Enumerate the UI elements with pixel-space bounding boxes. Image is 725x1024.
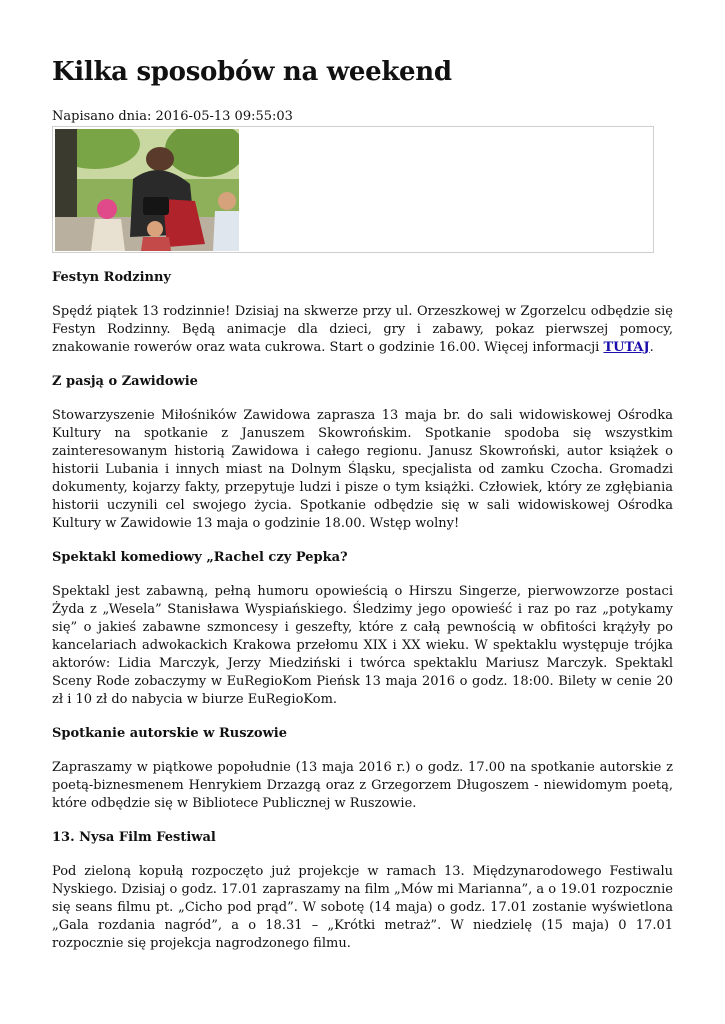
section-heading: Z pasją o Zawidowie xyxy=(52,374,198,389)
section-paragraph: Stowarzyszenie Miłośników Zawidowa zaprasza 13 maja br. do sali widowiskowej Ośrodka Kultury na spotkanie z Januszem Skowrońskim. Spotkanie spodoba się wszystkim zainteresowanym historią Zawidowa i całego regionu. Janusz Skowroński, autor książek o historii Lubania i innych miast na Dolnym Śląsku, specjalista od zamku Czocha. Gromadzi dokumenty, kojarzy fakty, przepytuje ludzi i pisze o tym książki. Człowiek, który ze zgłębiania historii uczynili cel swojego życia. Spotkanie odbędzie się w sali widowiskowej Ośrodka Kultury w Zawidowie 13 maja o godzinie 18.00. Wstęp wolny! xyxy=(52,408,673,531)
article-image-frame xyxy=(52,126,654,253)
section-paragraph xyxy=(52,303,673,357)
section-heading: Spektakl komediowy „Rachel czy Pepka? xyxy=(52,550,348,565)
section-paragraph: Zapraszamy w piątkowe popołudnie (13 maja 2016 r.) o godz. 17.00 na spotkanie autorskie z poetą-biznesmenem Henrykiem Drzazgą oraz z Grzegorzem Długoszem - niewidomym poetą, które odbędzie się w Bibliotece Publicznej w Ruszowie. xyxy=(52,760,673,811)
section-heading: 13. Nysa Film Festiwal xyxy=(52,830,216,845)
section-paragraph: Spektakl jest zabawną, pełną humoru opowieścią o Hirszu Singerze, pierwowzorze postaci Żyda z „Wesela” Stanisława Wyspiańskiego. Śledzimy jego opowieść i raz po raz „potykamy się” o jakieś zabawne szmoncesy i geszefty, które z całą pewnością w obfitości krążyły po kancelariach adwokackich Krakowa przełomu XIX i XX wieku. W spektaklu występuje trójka aktorów: Lidia Marczyk, Jerzy Miedziński i twórca spektaklu Mariusz Marczyk. Spektakl Sceny Rode zobaczymy w EuRegioKom Pieńsk 13 maja 2016 o godz. 18:00. Bilety w cenie 20 zł i 10 zł do nabycia w biurze EuRegioKom. xyxy=(52,584,673,707)
section-paragraph: Pod zieloną kopułą rozpoczęto już projekcje w ramach 13. Międzynarodowego Festiwalu Nyskiego. Dzisiaj o godz. 17.01 zapraszamy na film „Mów mi Marianna”, a o 19.01 rozpocznie się seans filmu pt. „Cicho pod prąd”. W sobotę (14 maja) o godz. 17.01 zostanie wyświetlona „Gala rozdania nagród”, a o 18.31 – „Krótki metraż”. W niedzielę (15 maja) 0 17.01 rozpocznie się projekcja nagrodzonego filmu. xyxy=(52,864,673,951)
article-body xyxy=(52,269,673,969)
more-info-link[interactable]: TUTAJ xyxy=(603,340,650,355)
section-text: Spędź piątek 13 rodzinnie! Dzisiaj na skwerze przy ul. Orzeszkowej w Zgorzelcu odbędzie się Festyn Rodzinny. Będą animacje dla dzieci, gry i zabawy, pokaz pierwszej pomocy, znakowanie rowerów oraz wata cukrowa. Start o godzinie 16.00. Więcej informacji xyxy=(52,304,673,355)
section-heading: Festyn Rodzinny xyxy=(52,270,171,285)
article-photo xyxy=(55,129,239,251)
section-heading: Spotkanie autorskie w Ruszowie xyxy=(52,726,287,741)
article-title: Kilka sposobów na weekend xyxy=(52,57,452,87)
publish-date: Napisano dnia: 2016-05-13 09:55:03 xyxy=(52,109,293,124)
section-text-end: . xyxy=(649,340,654,355)
